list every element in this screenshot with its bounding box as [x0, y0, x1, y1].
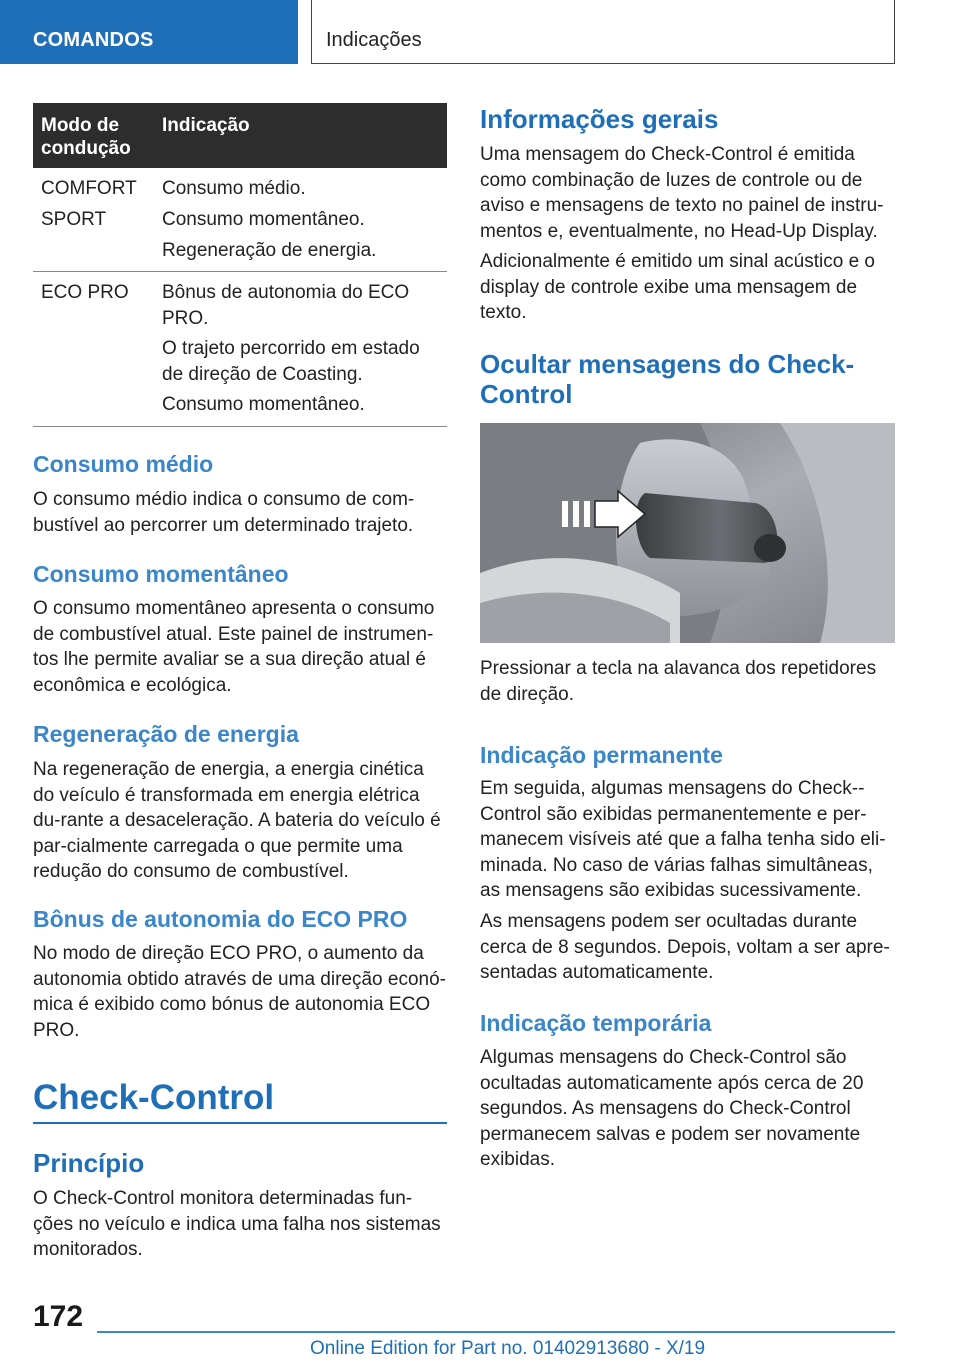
section-heading: Informações gerais [480, 104, 719, 134]
section-text: Pressionar a tecla na alavanca dos repetidores de direção. [480, 658, 877, 705]
section-heading: Consumo momentâneo [33, 561, 289, 587]
mode-cell: SPORT [41, 209, 107, 230]
chapter-title: Check-Control [33, 1078, 275, 1117]
mode-cell: ECO PRO [41, 282, 129, 303]
section-text: No modo de direção ECO PRO, o aumento da autonomia obtido através de uma direção econó-mica é exibido como bónus de autonomia ECO PRO. [33, 943, 446, 1041]
section-heading: Ocultar mensagens do Check-Control [480, 349, 855, 409]
chapter-tab: COMANDOS [0, 0, 298, 64]
section-text: Em seguida, algumas mensagens do Check--Control são exibidas permanentemente e per-manecem visíveis até que a falha tenha sido eli-minada. No caso de várias falhas simultâneas, as mensagens são exibidas sucessivamente. [480, 778, 886, 901]
edition-text: Online Edition for Part no. 01402913680 - X/19 [310, 1338, 706, 1359]
indication-item: Consumo médio. [162, 178, 306, 199]
table-row [33, 168, 447, 272]
table-header [33, 103, 447, 168]
section-heading: Indicação permanente [480, 742, 723, 768]
section-heading: Princípio [33, 1148, 145, 1178]
section-text: Na regeneração de energia, a energia cinética do veículo é transformada em energia elétrica du-rante a desaceleração. A bateria do veículo é par-cialmente carregada o que permite uma redução do consumo de combustível. [33, 759, 441, 882]
section-text: Uma mensagem do Check-Control é emitida como combinação de luzes de controle ou de aviso e mensagens de texto no painel de instru-mentos e, eventualmente, no Head-Up Display. [480, 144, 884, 242]
indication-item: Consumo momentâneo. [162, 394, 365, 415]
footer-divider [97, 1331, 895, 1333]
driving-mode-table [33, 103, 447, 427]
indication-item: Regeneração de energia. [162, 240, 377, 261]
mode-cell: COMFORT [41, 178, 137, 199]
section-text: O consumo médio indica o consumo de com-bustível ao percorrer um determinado trajeto. [33, 489, 415, 536]
section-text: As mensagens podem ser ocultadas durante cerca de 8 segundos. Depois, voltam a ser apre-sentadas automaticamente. [480, 911, 890, 983]
chapter-divider [33, 1122, 447, 1124]
section-heading: Indicação temporária [480, 1010, 712, 1036]
section-heading: Bônus de autonomia do ECO PRO [33, 906, 408, 932]
section-heading: Regeneração de energia [33, 721, 299, 747]
lever-illustration [480, 423, 895, 643]
header-mode: Modo de condução [41, 115, 131, 159]
topic-tab: Indicações [311, 0, 895, 64]
header-indication: Indicação [162, 115, 250, 136]
indication-item: Bônus de autonomia do ECO PRO. [162, 282, 410, 329]
section-heading: Consumo médio [33, 451, 214, 477]
indication-item: Consumo momentâneo. [162, 209, 365, 230]
page-number: 172 [33, 1300, 84, 1333]
section-text: Adicionalmente é emitido um sinal acústico e o display de controle exibe uma mensagem de texto. [480, 251, 875, 323]
section-text: Algumas mensagens do Check-Control são ocultadas automaticamente após cerca de 20 segundos. As mensagens do Check-Control permanecem salvas e podem ser novamente exibidas. [480, 1047, 864, 1170]
table-row [33, 272, 447, 427]
indication-item: O trajeto percorrido em estado de direção de Coasting. [162, 338, 420, 385]
section-text: O Check-Control monitora determinadas fun-ções no veículo e indica uma falha nos sistemas monitorados. [33, 1188, 441, 1260]
section-text: O consumo momentâneo apresenta o consumo de combustível atual. Este painel de instrumen-tos lhe permite avaliar se a sua direção atual é econômica e ecológica. [33, 598, 435, 696]
turn-signal-lever-photo [480, 423, 895, 643]
